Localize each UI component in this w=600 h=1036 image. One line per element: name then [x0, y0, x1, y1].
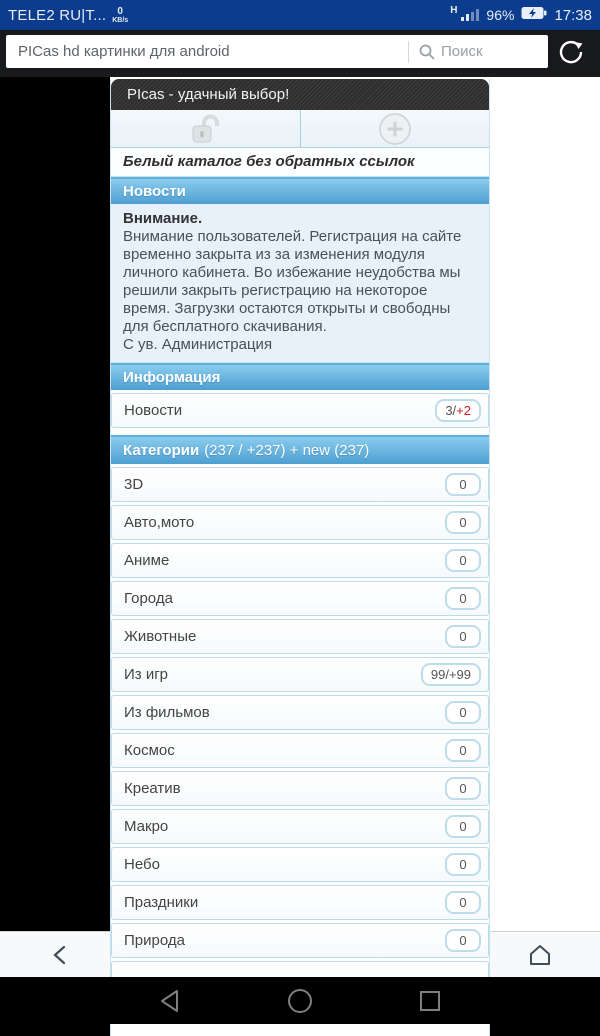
category-row[interactable]	[111, 581, 489, 616]
category-label: Праздники	[124, 894, 199, 911]
login-button[interactable]	[111, 110, 300, 147]
category-row[interactable]	[111, 885, 489, 920]
category-count-badge: 0	[445, 739, 481, 762]
category-row[interactable]	[111, 771, 489, 806]
network-type-label: H	[450, 5, 458, 16]
site-header	[111, 79, 489, 110]
category-count-badge: 0	[445, 853, 481, 876]
category-row[interactable]	[111, 657, 489, 692]
android-back-button[interactable]	[140, 977, 200, 1024]
news-count-badge: 3/+2	[435, 399, 481, 422]
home-icon	[528, 944, 552, 966]
category-label: Природа	[124, 932, 185, 949]
category-row[interactable]	[111, 809, 489, 844]
section-header-news: Новости	[111, 177, 489, 204]
section-header-info: Информация	[111, 363, 489, 390]
category-count-badge: 99/+99	[421, 663, 481, 686]
category-label: Из фильмов	[124, 704, 210, 721]
back-button[interactable]	[30, 945, 90, 965]
android-recents-icon	[418, 989, 442, 1013]
category-row[interactable]	[111, 733, 489, 768]
info-list	[111, 390, 489, 428]
android-nav-bar	[0, 977, 600, 1024]
refresh-icon	[557, 38, 585, 66]
category-count-badge: 0	[445, 777, 481, 800]
category-label: Космос	[124, 742, 175, 759]
android-back-icon	[158, 988, 182, 1014]
category-count-badge: 0	[445, 511, 481, 534]
category-label: 3D	[124, 476, 144, 493]
category-count-badge: 0	[445, 929, 481, 952]
home-button[interactable]	[510, 944, 570, 966]
site-action-bar	[111, 110, 489, 148]
search-button[interactable]: Поиск	[408, 41, 548, 63]
category-row[interactable]	[111, 467, 489, 502]
category-label: Креатив	[124, 780, 181, 797]
battery-percent: 96%	[486, 7, 515, 23]
category-row[interactable]	[111, 695, 489, 730]
site-content-column	[110, 79, 490, 1036]
page-side-background	[0, 77, 110, 931]
announcement-title: Внимание.	[123, 210, 203, 227]
android-recents-button[interactable]	[400, 977, 460, 1024]
category-count-badge: 0	[445, 815, 481, 838]
category-label: Животные	[124, 628, 197, 645]
category-count-badge: 0	[445, 587, 481, 610]
category-label: Аниме	[124, 552, 170, 569]
category-label: Макро	[124, 818, 169, 835]
category-label: Из игр	[124, 666, 169, 683]
category-list	[111, 464, 489, 996]
category-count-badge: 0	[445, 891, 481, 914]
add-button[interactable]	[300, 110, 490, 147]
category-row[interactable]	[111, 543, 489, 578]
catalog-note: Белый каталог без обратных ссылок	[111, 148, 489, 177]
category-count-badge: 0	[445, 701, 481, 724]
refresh-button[interactable]	[548, 38, 594, 66]
web-page	[0, 73, 600, 949]
status-bar	[0, 0, 600, 30]
android-home-button[interactable]	[270, 977, 330, 1024]
announcement-body: Внимание пользователей. Регистрация на сайте временно закрыта из за изменения модуля личного кабинета. Во избежание неудобства мы решили закрыть регистрацию на некоторое время. Загрузки остаются открыты и свободны для бесплатного скачивания.	[123, 228, 462, 335]
android-home-icon	[286, 987, 314, 1015]
category-label: Авто,мото	[124, 514, 195, 531]
back-chevron-icon	[51, 945, 69, 965]
network-speed-indicator: 0 KB/s	[112, 6, 129, 24]
category-row[interactable]	[111, 619, 489, 654]
category-row[interactable]	[111, 847, 489, 882]
signal-bars-icon	[461, 9, 479, 21]
plus-circle-icon	[378, 112, 412, 146]
category-count-badge: 0	[445, 473, 481, 496]
info-row-label: Новости	[124, 402, 183, 419]
category-count-badge: 0	[445, 625, 481, 648]
unlock-icon	[187, 114, 223, 144]
search-icon	[419, 44, 435, 60]
info-row-news[interactable]	[111, 393, 489, 428]
announcement-block	[111, 204, 489, 363]
site-title: PIcas - удачный выбор!	[127, 86, 290, 103]
category-row[interactable]	[111, 923, 489, 958]
clock: 17:38	[554, 6, 592, 24]
address-bar[interactable]	[6, 35, 548, 68]
category-label: Небо	[124, 856, 160, 873]
browser-toolbar	[0, 30, 600, 73]
page-title-text[interactable]: PICas hd картинки для android	[18, 43, 230, 60]
section-header-categories: Категории (237 / +237) + new (237)	[111, 435, 489, 464]
category-count-badge: 0	[445, 549, 481, 572]
category-label: Города	[124, 590, 173, 607]
battery-charging-icon	[521, 6, 547, 25]
announcement-signature: С ув. Администрация	[123, 336, 273, 353]
category-row[interactable]	[111, 505, 489, 540]
carrier-label: TELE2 RU|T...	[8, 6, 107, 24]
